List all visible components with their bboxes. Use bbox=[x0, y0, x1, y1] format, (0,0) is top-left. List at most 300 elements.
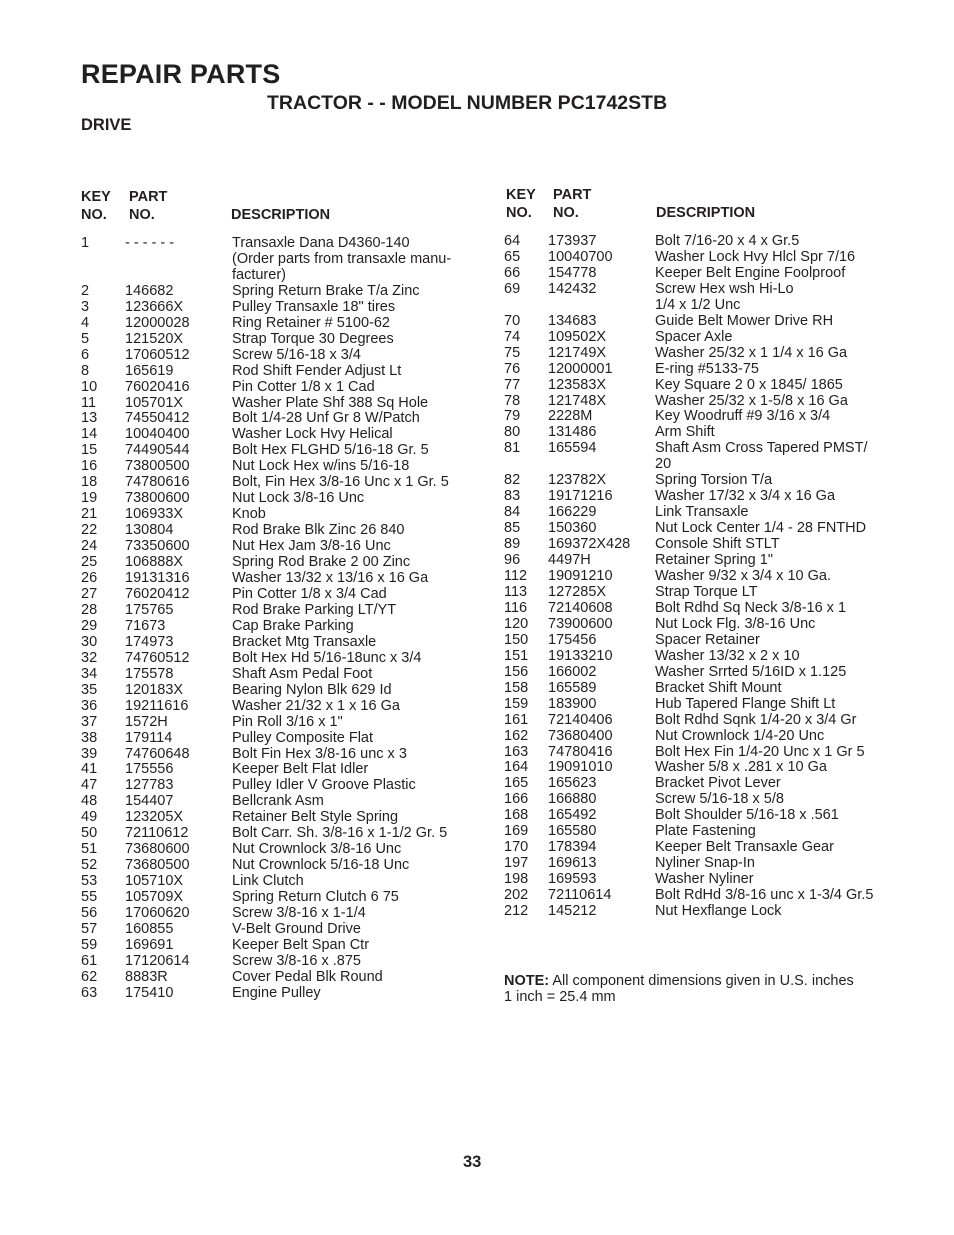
table-row bbox=[81, 778, 481, 794]
part-number: 154407 bbox=[125, 793, 174, 810]
part-number: 166229 bbox=[548, 504, 597, 521]
part-number: 130804 bbox=[125, 522, 174, 539]
key-header-line2: NO. bbox=[506, 205, 532, 221]
table-row bbox=[504, 569, 904, 585]
part-header-line2: NO. bbox=[129, 207, 155, 223]
part-description: Spacer Retainer bbox=[655, 631, 760, 648]
table-row bbox=[81, 683, 481, 699]
table-row bbox=[81, 555, 481, 571]
part-number: 105710X bbox=[125, 873, 184, 890]
part-number: 74760648 bbox=[125, 745, 190, 762]
key-number: 30 bbox=[81, 633, 98, 650]
part-number: 76020412 bbox=[125, 585, 190, 602]
part-number: 165594 bbox=[548, 440, 597, 457]
table-row bbox=[504, 681, 904, 697]
part-number: 12000001 bbox=[548, 360, 613, 377]
table-row bbox=[504, 872, 904, 888]
part-description: Bolt Rdhd Sq Neck 3/8-16 x 1 bbox=[655, 599, 847, 616]
table-row bbox=[81, 794, 481, 810]
table-row bbox=[504, 601, 904, 617]
table-row bbox=[504, 330, 904, 346]
table-row bbox=[81, 364, 481, 380]
key-number: 65 bbox=[504, 248, 521, 265]
part-description: Washer Lock Hvy Helical bbox=[232, 426, 393, 443]
table-row bbox=[81, 332, 481, 348]
part-number: 123205X bbox=[125, 809, 184, 826]
key-number: 85 bbox=[504, 520, 521, 537]
key-number: 164 bbox=[504, 759, 529, 776]
key-number: 163 bbox=[504, 743, 529, 760]
dimension-note bbox=[504, 973, 854, 1005]
key-number: 4 bbox=[81, 314, 90, 331]
part-number bbox=[548, 457, 655, 473]
part-description: Bolt Hex Fin 1/4-20 Unc x 1 Gr 5 bbox=[655, 743, 865, 760]
part-number: 19091010 bbox=[548, 759, 613, 776]
key-number: 156 bbox=[504, 663, 529, 680]
key-number: 170 bbox=[504, 839, 529, 856]
part-description: 1/4 x 1/2 Unc bbox=[655, 296, 741, 313]
key-number: 22 bbox=[81, 522, 98, 539]
table-row bbox=[81, 539, 481, 555]
key-number: 197 bbox=[504, 855, 529, 872]
parts-table-right bbox=[504, 187, 904, 920]
part-description: Cap Brake Parking bbox=[232, 617, 354, 634]
key-number: 50 bbox=[81, 825, 98, 842]
key-number: 8 bbox=[81, 362, 90, 379]
page-title: REPAIR PARTS bbox=[81, 59, 281, 89]
part-description: Nut Hexflange Lock bbox=[655, 903, 782, 920]
key-number: 70 bbox=[504, 312, 521, 329]
part-number: 178394 bbox=[548, 839, 597, 856]
part-description: Keeper Belt Transaxle Gear bbox=[655, 839, 834, 856]
key-number: 84 bbox=[504, 504, 521, 521]
table-row bbox=[504, 904, 904, 920]
table-row bbox=[81, 954, 481, 970]
part-number: 166002 bbox=[548, 663, 597, 680]
table-row bbox=[504, 776, 904, 792]
table-row bbox=[81, 667, 481, 683]
part-number: 19091210 bbox=[548, 568, 613, 585]
part-number: 166880 bbox=[548, 791, 597, 808]
key-number: 15 bbox=[81, 442, 98, 459]
table-row bbox=[504, 856, 904, 872]
key-number bbox=[81, 268, 125, 284]
part-number: 10040400 bbox=[125, 426, 190, 443]
part-number: 2228M bbox=[548, 408, 593, 425]
part-number: 72140406 bbox=[548, 711, 613, 728]
key-number: 18 bbox=[81, 474, 98, 491]
part-description: Strap Torque LT bbox=[655, 583, 758, 600]
part-number: 76020416 bbox=[125, 378, 190, 395]
key-number bbox=[504, 298, 548, 314]
part-number: 73900600 bbox=[548, 615, 613, 632]
table-row bbox=[81, 443, 481, 459]
part-description: Bolt Hex Hd 5/16-18unc x 3/4 bbox=[232, 649, 422, 666]
key-number: 55 bbox=[81, 889, 98, 906]
table-row bbox=[81, 970, 481, 986]
part-description: Cover Pedal Blk Round bbox=[232, 968, 383, 985]
part-number: 165619 bbox=[125, 362, 174, 379]
key-number: 2 bbox=[81, 282, 90, 299]
part-number: 72110612 bbox=[125, 825, 189, 842]
section-title: DRIVE bbox=[81, 116, 132, 134]
table-row bbox=[504, 537, 904, 553]
part-number: 74490544 bbox=[125, 442, 190, 459]
table-row bbox=[504, 362, 904, 378]
part-number: 175456 bbox=[548, 631, 597, 648]
key-number: 79 bbox=[504, 408, 521, 425]
part-number: 17060620 bbox=[125, 905, 190, 922]
parts-list-left bbox=[81, 236, 481, 1002]
key-number: 3 bbox=[81, 298, 90, 315]
part-description: Screw 5/16-18 x 5/8 bbox=[655, 791, 784, 808]
part-description: Nut Lock Hex w/ins 5/16-18 bbox=[232, 458, 410, 475]
part-description: Washer Plate Shf 388 Sq Hole bbox=[232, 394, 429, 411]
key-number: 10 bbox=[81, 378, 98, 395]
table-row bbox=[81, 252, 481, 268]
part-description: Link Transaxle bbox=[655, 504, 749, 521]
table-row bbox=[81, 427, 481, 443]
part-number: 4497H bbox=[548, 552, 591, 569]
part-description: Keeper Belt Engine Foolproof bbox=[655, 264, 846, 281]
table-row bbox=[504, 394, 904, 410]
key-number bbox=[504, 457, 548, 473]
key-number: 202 bbox=[504, 887, 529, 904]
part-number: - - - - - - bbox=[125, 235, 175, 251]
part-description: Washer Nyliner bbox=[655, 871, 754, 888]
part-description: Nyliner Snap-In bbox=[655, 855, 755, 872]
part-number: 8883R bbox=[125, 968, 168, 985]
part-number: 160855 bbox=[125, 920, 174, 937]
part-number: 123666X bbox=[125, 298, 184, 315]
part-number: 165580 bbox=[548, 823, 597, 840]
part-description: E-ring #5133-75 bbox=[655, 360, 759, 377]
key-number: 112 bbox=[504, 568, 528, 585]
table-row bbox=[81, 236, 481, 252]
part-description: Knob bbox=[232, 506, 266, 523]
table-row bbox=[504, 617, 904, 633]
key-number: 80 bbox=[504, 424, 521, 441]
table-row bbox=[81, 619, 481, 635]
key-number: 81 bbox=[504, 440, 521, 457]
part-description: Keeper Belt Flat Idler bbox=[232, 761, 369, 778]
table-row bbox=[504, 553, 904, 569]
table-row bbox=[81, 587, 481, 603]
table-row bbox=[504, 282, 904, 298]
key-number: 89 bbox=[504, 536, 521, 553]
part-number: 72140608 bbox=[548, 599, 613, 616]
part-number: 19171216 bbox=[548, 488, 613, 505]
table-row bbox=[504, 745, 904, 761]
part-number: 1572H bbox=[125, 713, 168, 730]
table-row bbox=[504, 713, 904, 729]
part-description: Bolt Hex FLGHD 5/16-18 Gr. 5 bbox=[232, 442, 429, 459]
table-row bbox=[504, 697, 904, 713]
part-description: facturer) bbox=[232, 266, 286, 283]
key-number: 16 bbox=[81, 458, 98, 475]
table-row bbox=[81, 635, 481, 651]
key-header-line1: KEY bbox=[506, 187, 536, 203]
key-number bbox=[81, 252, 125, 268]
table-row bbox=[504, 505, 904, 521]
key-number: 75 bbox=[504, 344, 521, 361]
table-row bbox=[504, 585, 904, 601]
table-row bbox=[81, 938, 481, 954]
key-number: 34 bbox=[81, 665, 98, 682]
part-number: 73680600 bbox=[125, 841, 190, 858]
part-description: Rod Brake Parking LT/YT bbox=[232, 601, 397, 618]
table-row bbox=[81, 651, 481, 667]
part-number: 154778 bbox=[548, 264, 597, 281]
part-description: Nut Crownlock 1/4-20 Unc bbox=[655, 727, 825, 744]
part-number: 131486 bbox=[548, 424, 597, 441]
table-row bbox=[81, 858, 481, 874]
table-row bbox=[81, 411, 481, 427]
part-description: 20 bbox=[655, 456, 672, 473]
key-number: 28 bbox=[81, 601, 98, 618]
key-number: 113 bbox=[504, 583, 528, 600]
key-number: 52 bbox=[81, 857, 98, 874]
part-description: (Order parts from transaxle manu- bbox=[232, 250, 452, 267]
table-row bbox=[81, 986, 481, 1002]
part-description: Washer 25/32 x 1-5/8 x 16 Ga bbox=[655, 392, 848, 409]
part-description: Washer 25/32 x 1 1/4 x 16 Ga bbox=[655, 344, 848, 361]
part-description: Hub Tapered Flange Shift Lt bbox=[655, 695, 836, 712]
part-description: Screw Hex wsh Hi-Lo bbox=[655, 280, 794, 297]
part-description: Pin Roll 3/16 x 1" bbox=[232, 713, 343, 730]
key-number: 41 bbox=[81, 761, 98, 778]
part-description: Keeper Belt Span Ctr bbox=[232, 936, 370, 953]
part-description: Bolt RdHd 3/8-16 unc x 1-3/4 Gr.5 bbox=[655, 887, 874, 904]
key-number: 5 bbox=[81, 330, 90, 347]
table-row bbox=[504, 473, 904, 489]
key-number: 37 bbox=[81, 713, 98, 730]
key-number: 158 bbox=[504, 679, 529, 696]
part-number: 121749X bbox=[548, 344, 607, 361]
part-description: Shaft Asm Cross Tapered PMST/ bbox=[655, 440, 868, 457]
key-number: 150 bbox=[504, 631, 529, 648]
table-row bbox=[504, 346, 904, 362]
table-row bbox=[504, 649, 904, 665]
table-row bbox=[504, 457, 904, 473]
part-number: 175556 bbox=[125, 761, 174, 778]
part-number: 17120614 bbox=[125, 952, 190, 969]
key-number: 162 bbox=[504, 727, 529, 744]
key-number: 36 bbox=[81, 697, 98, 714]
table-row bbox=[504, 840, 904, 856]
part-description: Spring Rod Brake 2 00 Zinc bbox=[232, 554, 411, 571]
part-description: Screw 5/16-18 x 3/4 bbox=[232, 346, 361, 363]
part-description: Nut Lock Center 1/4 - 28 FNTHD bbox=[655, 520, 867, 537]
part-description: Spring Return Brake T/a Zinc bbox=[232, 282, 420, 299]
part-number: 121748X bbox=[548, 392, 607, 409]
key-number: 51 bbox=[81, 841, 98, 858]
key-number: 57 bbox=[81, 920, 98, 937]
key-number: 56 bbox=[81, 905, 98, 922]
part-number: 19133210 bbox=[548, 647, 613, 664]
table-row bbox=[504, 441, 904, 457]
part-number: 146682 bbox=[125, 282, 174, 299]
part-number: 10040700 bbox=[548, 248, 613, 265]
table-row bbox=[504, 521, 904, 537]
part-description: Washer 9/32 x 3/4 x 10 Ga. bbox=[655, 568, 831, 585]
part-description: Ring Retainer # 5100-62 bbox=[232, 314, 390, 331]
part-description: Washer 17/32 x 3/4 x 16 Ga bbox=[655, 488, 836, 505]
key-header-line1: KEY bbox=[81, 189, 111, 205]
part-number: 169613 bbox=[548, 855, 597, 872]
key-number: 77 bbox=[504, 376, 521, 393]
part-description: Bracket Shift Mount bbox=[655, 679, 782, 696]
key-number: 49 bbox=[81, 809, 98, 826]
part-number: 165492 bbox=[548, 807, 597, 824]
part-number: 71673 bbox=[125, 617, 166, 634]
key-number: 21 bbox=[81, 506, 98, 523]
part-description: Link Clutch bbox=[232, 873, 304, 890]
part-number: 179114 bbox=[125, 729, 173, 746]
part-number: 173937 bbox=[548, 233, 597, 249]
table-row bbox=[504, 824, 904, 840]
part-number: 169372X428 bbox=[548, 536, 631, 553]
table-row bbox=[81, 890, 481, 906]
part-number: 73680500 bbox=[125, 857, 190, 874]
table-row bbox=[81, 507, 481, 523]
table-row bbox=[81, 571, 481, 587]
part-description: Key Square 2 0 x 1845/ 1865 bbox=[655, 376, 843, 393]
part-number bbox=[125, 252, 232, 268]
part-description: Nut Crownlock 3/8-16 Unc bbox=[232, 841, 402, 858]
key-number: 1 bbox=[81, 235, 90, 251]
key-number: 19 bbox=[81, 490, 98, 507]
key-number: 61 bbox=[81, 952, 98, 969]
table-row bbox=[81, 699, 481, 715]
table-row bbox=[81, 842, 481, 858]
key-number: 198 bbox=[504, 871, 529, 888]
key-number: 66 bbox=[504, 264, 521, 281]
part-number: 74760512 bbox=[125, 649, 190, 666]
part-number: 123583X bbox=[548, 376, 607, 393]
part-number: 127783 bbox=[125, 777, 174, 794]
table-row bbox=[504, 633, 904, 649]
part-header-line1: PART bbox=[129, 189, 168, 205]
table-row bbox=[504, 729, 904, 745]
table-row bbox=[504, 378, 904, 394]
key-number: 32 bbox=[81, 649, 98, 666]
part-number: 74780416 bbox=[548, 743, 613, 760]
part-number: 73680400 bbox=[548, 727, 613, 744]
part-description: Washer 13/32 x 2 x 10 bbox=[655, 647, 800, 664]
part-description: Screw 3/8-16 x 1-1/4 bbox=[232, 905, 366, 922]
part-description: Nut Lock 3/8-16 Unc bbox=[232, 490, 365, 507]
part-description: Console Shift STLT bbox=[655, 536, 780, 553]
part-description: Key Woodruff #9 3/16 x 3/4 bbox=[655, 408, 831, 425]
table-row bbox=[504, 425, 904, 441]
part-number: 127285X bbox=[548, 583, 607, 600]
table-row bbox=[504, 888, 904, 904]
part-number: 165589 bbox=[548, 679, 597, 696]
part-description: Washer 5/8 x .281 x 10 Ga bbox=[655, 759, 827, 776]
table-row bbox=[81, 268, 481, 284]
part-number: 74550412 bbox=[125, 410, 190, 427]
description-header: DESCRIPTION bbox=[231, 207, 331, 223]
key-number: 38 bbox=[81, 729, 98, 746]
key-number: 25 bbox=[81, 554, 98, 571]
key-number: 59 bbox=[81, 936, 98, 953]
table-row bbox=[504, 234, 904, 250]
part-number: 17060512 bbox=[125, 346, 190, 363]
table-row bbox=[504, 409, 904, 425]
table-row bbox=[81, 491, 481, 507]
key-number: 74 bbox=[504, 328, 521, 345]
key-number: 151 bbox=[504, 647, 529, 664]
part-description: V-Belt Ground Drive bbox=[232, 920, 361, 937]
key-number: 212 bbox=[504, 903, 529, 920]
table-row bbox=[81, 300, 481, 316]
table-row bbox=[81, 906, 481, 922]
part-number: 74780616 bbox=[125, 474, 190, 491]
part-number: 106933X bbox=[125, 506, 184, 523]
part-description: Rod Shift Fender Adjust Lt bbox=[232, 362, 402, 379]
table-row bbox=[81, 284, 481, 300]
table-row bbox=[81, 810, 481, 826]
key-number: 82 bbox=[504, 472, 521, 489]
part-description: Pulley Idler V Groove Plastic bbox=[232, 777, 416, 794]
part-description: Rod Brake Blk Zinc 26 840 bbox=[232, 522, 405, 539]
note-label: NOTE: bbox=[504, 973, 550, 989]
part-description: Bolt, Fin Hex 3/8-16 Unc x 1 Gr. 5 bbox=[232, 474, 449, 491]
key-number: 165 bbox=[504, 775, 529, 792]
part-description: Spacer Axle bbox=[655, 328, 733, 345]
part-description: Bracket Pivot Lever bbox=[655, 775, 781, 792]
part-number: 106888X bbox=[125, 554, 184, 571]
part-description: Strap Torque 30 Degrees bbox=[232, 330, 394, 347]
part-description: Shaft Asm Pedal Foot bbox=[232, 665, 373, 682]
table-row bbox=[81, 523, 481, 539]
part-number: 12000028 bbox=[125, 314, 190, 331]
part-number: 175765 bbox=[125, 601, 174, 618]
note-text: All component dimensions given in U.S. inches bbox=[549, 973, 854, 989]
part-number: 145212 bbox=[548, 903, 597, 920]
part-number bbox=[125, 268, 232, 284]
table-row bbox=[504, 489, 904, 505]
key-number: 14 bbox=[81, 426, 98, 443]
part-description: Pulley Composite Flat bbox=[232, 729, 374, 746]
table-row bbox=[504, 665, 904, 681]
part-number: 169691 bbox=[125, 936, 174, 953]
part-description: Retainer Spring 1" bbox=[655, 552, 773, 569]
table-row bbox=[81, 380, 481, 396]
part-number: 175578 bbox=[125, 665, 174, 682]
part-description: Pin Cotter 1/8 x 3/4 Cad bbox=[232, 585, 387, 602]
part-description: Bolt Fin Hex 3/8-16 unc x 3 bbox=[232, 745, 407, 762]
key-number: 96 bbox=[504, 552, 521, 569]
description-header: DESCRIPTION bbox=[656, 205, 756, 221]
table-row bbox=[81, 316, 481, 332]
part-description: Nut Hex Jam 3/8-16 Unc bbox=[232, 538, 391, 555]
part-description: Guide Belt Mower Drive RH bbox=[655, 312, 834, 329]
key-number: 11 bbox=[81, 394, 97, 411]
part-description: Spring Return Clutch 6 75 bbox=[232, 889, 399, 906]
part-number: 120183X bbox=[125, 681, 184, 698]
key-number: 6 bbox=[81, 346, 90, 363]
part-header-line2: NO. bbox=[553, 205, 579, 221]
key-header-line2: NO. bbox=[81, 207, 107, 223]
part-description: Washer Lock Hvy Hlcl Spr 7/16 bbox=[655, 248, 856, 265]
part-description: Bearing Nylon Blk 629 Id bbox=[232, 681, 392, 698]
part-number: 142432 bbox=[548, 280, 597, 297]
table-header bbox=[81, 189, 481, 225]
part-description: Bolt Carr. Sh. 3/8-16 x 1-1/2 Gr. 5 bbox=[232, 825, 448, 842]
key-number: 27 bbox=[81, 585, 98, 602]
